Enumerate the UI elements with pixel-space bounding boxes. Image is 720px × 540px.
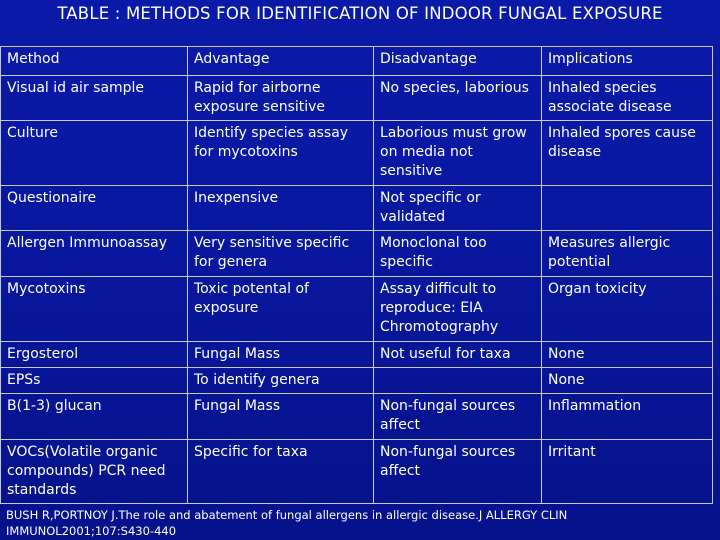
table-cell: Irritant <box>542 440 713 504</box>
table-cell: Visual id air sample <box>1 76 188 121</box>
table-cell: Fungal Mass <box>188 342 374 368</box>
table-cell: Ergosterol <box>1 342 188 368</box>
table-cell: Rapid for airborne exposure sensitive <box>188 76 374 121</box>
table-cell: None <box>542 368 713 394</box>
citation: BUSH R,PORTNOY J.The role and abatement of fungal allergens in allergic disease.J ALLERGY CLIN IMMUNOL2001;107:S430-440 <box>6 508 568 538</box>
table-cell: None <box>542 342 713 368</box>
table-row <box>1 394 713 440</box>
table-cell: EPSs <box>1 368 188 394</box>
table-row <box>1 231 713 277</box>
table-cell: Non-fungal sources affect <box>374 440 542 504</box>
table-cell: Organ toxicity <box>542 277 713 342</box>
slide-title: TABLE : METHODS FOR IDENTIFICATION OF INDOOR FUNGAL EXPOSURE <box>57 4 663 23</box>
table-cell: B(1-3) glucan <box>1 394 188 440</box>
header-cell-implications: Implications <box>542 47 713 76</box>
table-cell: Not specific or validated <box>374 186 542 231</box>
table-row <box>1 368 713 394</box>
table-cell: Specific for taxa <box>188 440 374 504</box>
table-row <box>1 121 713 186</box>
header-cell-disadvantage: Disadvantage <box>374 47 542 76</box>
table-cell: VOCs(Volatile organic compounds) PCR need standards <box>1 440 188 504</box>
table-row <box>1 342 713 368</box>
table-cell: Mycotoxins <box>1 277 188 342</box>
table-cell: Identify species assay for mycotoxins <box>188 121 374 186</box>
table-cell: Fungal Mass <box>188 394 374 440</box>
header-cell-advantage: Advantage <box>188 47 374 76</box>
header-row <box>1 47 713 76</box>
table-cell <box>542 186 713 231</box>
table-cell: Laborious must grow on media not sensitive <box>374 121 542 186</box>
table-cell: Assay difficult to reproduce: EIA Chromotography <box>374 277 542 342</box>
table-cell: Non-fungal sources affect <box>374 394 542 440</box>
table-cell: Very sensitive specific for genera <box>188 231 374 277</box>
table-cell: Inflammation <box>542 394 713 440</box>
table-row <box>1 440 713 504</box>
methods-table <box>0 46 713 504</box>
table-cell: Inexpensive <box>188 186 374 231</box>
table-row <box>1 186 713 231</box>
table-cell: Monoclonal too specific <box>374 231 542 277</box>
table-cell <box>374 368 542 394</box>
table-cell: Allergen Immunoassay <box>1 231 188 277</box>
table-row <box>1 76 713 121</box>
table-cell: No species, laborious <box>374 76 542 121</box>
table-cell: Measures allergic potential <box>542 231 713 277</box>
table-cell: Not useful for taxa <box>374 342 542 368</box>
table-cell: Questionaire <box>1 186 188 231</box>
table-cell: To identify genera <box>188 368 374 394</box>
table-cell: Inhaled spores cause disease <box>542 121 713 186</box>
table-row <box>1 277 713 342</box>
table-cell: Inhaled species associate disease <box>542 76 713 121</box>
table-cell: Culture <box>1 121 188 186</box>
table-cell: Toxic potental of exposure <box>188 277 374 342</box>
header-cell-method: Method <box>1 47 188 76</box>
